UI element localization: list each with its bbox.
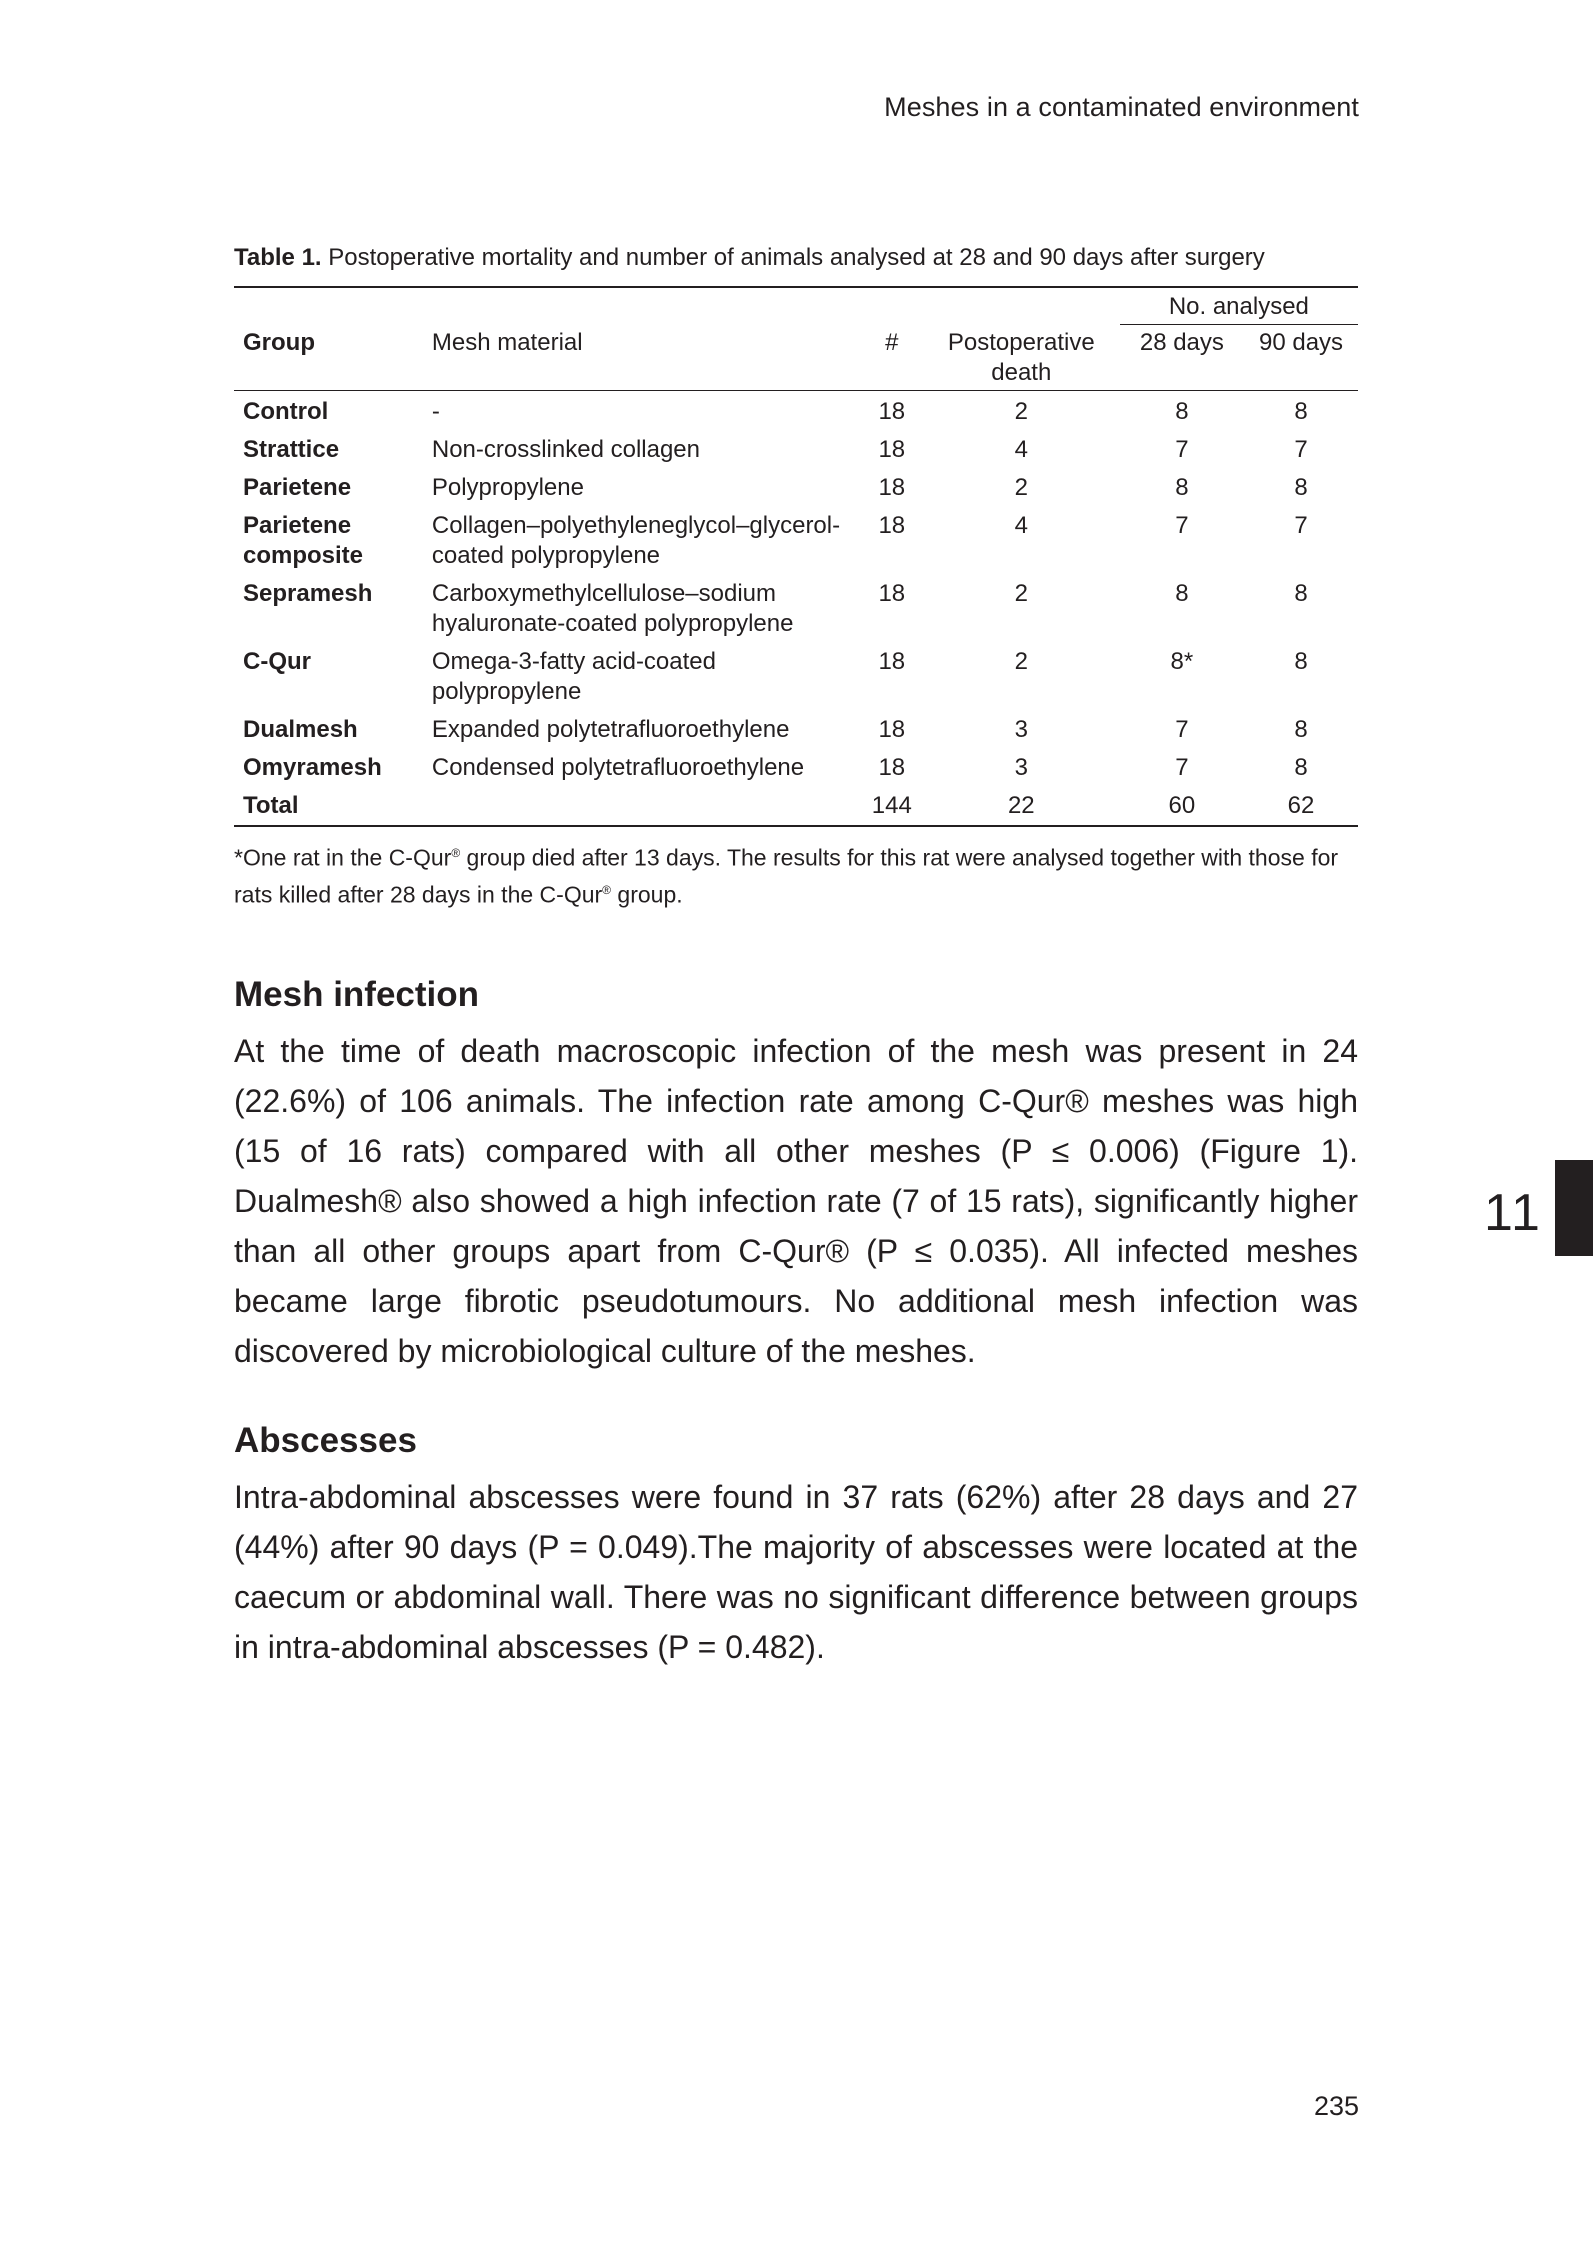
cell-mesh-material: Polypropylene: [431, 473, 584, 501]
table-row: [234, 431, 1358, 469]
chapter-number: 11: [1484, 1184, 1542, 1242]
cell-mesh-material: Condensed polytetrafluoroethylene: [431, 753, 805, 781]
cell-group: C-Qur: [243, 647, 311, 675]
col-header-90-days: 90 days: [1244, 325, 1358, 391]
cell-postoperative-death: 3: [1014, 715, 1028, 743]
cell-group: Parietene composite: [243, 511, 364, 569]
cell-mesh-material: Expanded polytetrafluoroethylene: [431, 715, 790, 743]
cell-28-days: 8: [1175, 579, 1189, 607]
page-number: 235: [1313, 2091, 1359, 2121]
col-header-postoperative-death-text: Postoperative death: [947, 328, 1095, 386]
footnote-reg-1: ®: [451, 845, 461, 860]
cell-number: 18: [878, 435, 906, 463]
cell-mesh-material: [432, 787, 861, 826]
data-table: [234, 286, 1358, 827]
cell-28-days: 7: [1175, 511, 1189, 539]
cell-postoperative-death: 2: [1014, 647, 1028, 675]
cell-number: 18: [878, 647, 906, 675]
running-header: Meshes in a contaminated environment: [884, 92, 1359, 122]
footnote-part2: group died after 13 days. The results for this rat were analysed together with those for rats killed after 28 days in the C-Qur: [234, 844, 1339, 908]
table-row: [234, 711, 1358, 749]
footnote-reg-2: ®: [602, 883, 612, 898]
cell-number: 18: [878, 397, 906, 425]
cell-number: 18: [878, 753, 906, 781]
col-header-28-days: 28 days: [1120, 325, 1244, 391]
cell-number: 18: [878, 715, 906, 743]
cell-group: Control: [243, 397, 329, 425]
table-row: [234, 469, 1358, 507]
cell-postoperative-death: 2: [1014, 579, 1028, 607]
cell-postoperative-death: 22: [1007, 791, 1035, 819]
heading-abscesses: Abscesses: [234, 1421, 417, 1460]
heading-mesh-infection: Mesh infection: [234, 975, 480, 1014]
table-spanner-row: [234, 287, 1358, 325]
cell-postoperative-death: 2: [1014, 397, 1028, 425]
footnote-part1: *One rat in the C-Qur: [234, 844, 452, 871]
cell-90-days: 8: [1294, 753, 1308, 781]
cell-90-days: 8: [1294, 397, 1308, 425]
cell-90-days: 8: [1294, 715, 1308, 743]
cell-mesh-material: Non-crosslinked collagen: [431, 435, 700, 463]
table-row: [234, 507, 1358, 575]
cell-mesh-material: Omega-3-fatty acid-coated polypropylene: [431, 647, 716, 705]
cell-group: Sepramesh: [243, 579, 373, 607]
col-header-mesh-material: Mesh material: [432, 325, 861, 391]
table-1: [234, 244, 1358, 912]
cell-postoperative-death: 4: [1014, 511, 1028, 539]
cell-28-days: 7: [1175, 435, 1189, 463]
cell-group: Parietene: [243, 473, 352, 501]
col-header-number: #: [861, 325, 923, 391]
cell-group: Dualmesh: [243, 715, 358, 743]
paragraph-mesh-infection: At the time of death macroscopic infection of the mesh was present in 24 (22.6%) of 106 animals. The infection rate among C-Qur® meshes was high (15 of 16 rats) compared with all other meshes (P ≤ 0.006) (Figure 1). Dualmesh® also showed a high infection rate (7 of 15 rats), significantly higher than all other groups apart from C-Qur® (P ≤ 0.035). All infected meshes became large fibrotic pseudotumours. No additional mesh infection was discovered by microbiological culture of the meshes.: [234, 1033, 1358, 1369]
col-header-group: Group: [234, 325, 432, 391]
table-row: [234, 390, 1358, 431]
col-header-postoperative-death: [923, 325, 1120, 391]
table-row: [234, 643, 1358, 711]
footnote-part3: group.: [611, 881, 683, 908]
table-row: [234, 787, 1358, 826]
cell-number: 18: [878, 579, 906, 607]
table-caption-text: Postoperative mortality and number of animals analysed at 28 and 90 days after surgery: [321, 244, 1265, 271]
cell-mesh-material: -: [431, 397, 440, 425]
spanner-no-analysed: No. analysed: [1120, 287, 1358, 325]
paragraph-abscesses: Intra-abdominal abscesses were found in 37 rats (62%) after 28 days and 27 (44%) after 90 days (P = 0.049).The majority of abscesses were located at the caecum or abdominal wall. There was no significant difference between groups in intra-abdominal abscesses (P = 0.482).: [234, 1479, 1358, 1665]
cell-mesh-material: Carboxymethylcellulose–sodium hyaluronate-coated polypropylene: [431, 579, 794, 637]
cell-postoperative-death: 3: [1014, 753, 1028, 781]
table-row: [234, 575, 1358, 643]
cell-90-days: 62: [1287, 791, 1315, 819]
cell-group: Strattice: [243, 435, 340, 463]
cell-mesh-material: Collagen–polyethyleneglycol–glycerol-coated polypropylene: [431, 511, 841, 569]
cell-number: 144: [871, 791, 912, 819]
cell-postoperative-death: 4: [1014, 435, 1028, 463]
table-footnote: [234, 837, 1358, 912]
cell-90-days: 7: [1294, 511, 1308, 539]
table-caption: [234, 244, 1358, 272]
cell-90-days: 8: [1294, 647, 1308, 675]
table-header-row: [234, 325, 1358, 391]
cell-postoperative-death: 2: [1014, 473, 1028, 501]
cell-90-days: 8: [1294, 473, 1308, 501]
cell-number: 18: [878, 511, 906, 539]
chapter-tab-marker: [1555, 1160, 1593, 1256]
cell-90-days: 8: [1294, 579, 1308, 607]
cell-28-days: 8: [1175, 473, 1189, 501]
cell-group: Omyramesh: [243, 753, 382, 781]
cell-28-days: 8*: [1170, 647, 1194, 675]
cell-28-days: 8: [1175, 397, 1189, 425]
cell-90-days: 7: [1294, 435, 1308, 463]
cell-28-days: 7: [1175, 715, 1189, 743]
cell-number: 18: [878, 473, 906, 501]
table-row: [234, 749, 1358, 787]
cell-28-days: 7: [1175, 753, 1189, 781]
cell-28-days: 60: [1168, 791, 1196, 819]
table-label: Table 1.: [234, 244, 322, 271]
cell-group: Total: [243, 791, 299, 819]
